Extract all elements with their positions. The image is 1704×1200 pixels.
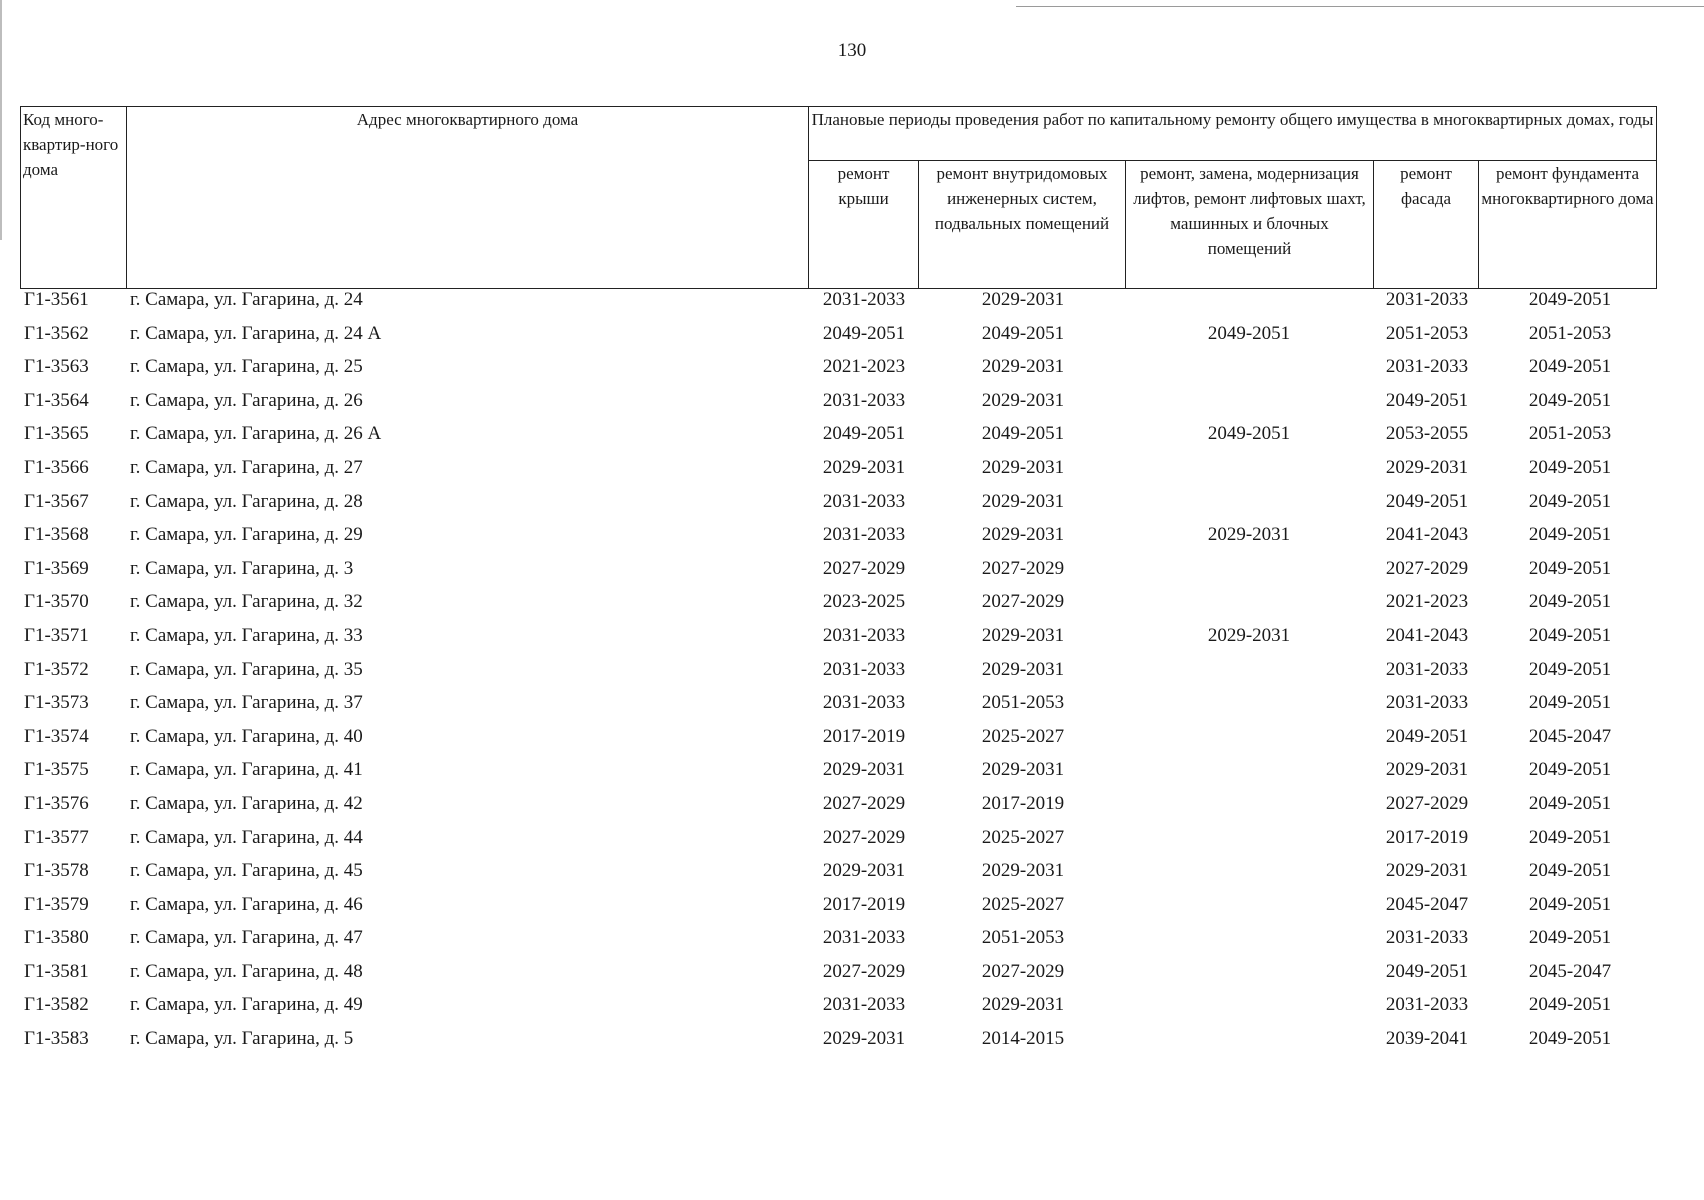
cell-roof: 2017-2019 [822, 725, 906, 747]
table-row [0, 288, 1704, 322]
cell-address: г. Самара, ул. Гагарина, д. 32 [130, 591, 363, 613]
table-row [0, 355, 1704, 389]
table-row [0, 658, 1704, 692]
cell-facade: 2031-2033 [1385, 692, 1469, 714]
cell-code: Г1-3578 [24, 860, 89, 882]
cell-code: Г1-3580 [24, 927, 89, 949]
table-header [20, 106, 1657, 289]
cell-code: Г1-3567 [24, 490, 89, 512]
cell-foundation: 2049-2051 [1528, 456, 1612, 478]
cell-address: г. Самара, ул. Гагарина, д. 48 [130, 960, 363, 982]
cell-foundation: 2049-2051 [1528, 692, 1612, 714]
cell-code: Г1-3577 [24, 826, 89, 848]
cell-roof: 2031-2033 [822, 524, 906, 546]
cell-lifts: 2049-2051 [1207, 322, 1291, 344]
scan-artifact-edge [0, 0, 2, 240]
cell-code: Г1-3572 [24, 658, 89, 680]
cell-foundation: 2051-2053 [1528, 322, 1612, 344]
cell-roof: 2029-2031 [822, 1028, 906, 1050]
cell-roof: 2029-2031 [822, 860, 906, 882]
cell-foundation: 2049-2051 [1528, 490, 1612, 512]
cell-code: Г1-3571 [24, 624, 89, 646]
header-address: Адрес многоквартирного дома [127, 107, 809, 289]
cell-address: г. Самара, ул. Гагарина, д. 47 [130, 927, 363, 949]
table-row [0, 792, 1704, 826]
cell-address: г. Самара, ул. Гагарина, д. 26 [130, 389, 363, 411]
cell-address: г. Самара, ул. Гагарина, д. 44 [130, 826, 363, 848]
cell-facade: 2029-2031 [1385, 860, 1469, 882]
cell-facade: 2045-2047 [1385, 893, 1469, 915]
cell-code: Г1-3575 [24, 759, 89, 781]
cell-foundation: 2049-2051 [1528, 759, 1612, 781]
table-row [0, 758, 1704, 792]
table-row [0, 691, 1704, 725]
cell-roof: 2027-2029 [822, 792, 906, 814]
table-row [0, 523, 1704, 557]
cell-code: Г1-3563 [24, 356, 89, 378]
cell-code: Г1-3574 [24, 725, 89, 747]
cell-foundation: 2049-2051 [1528, 893, 1612, 915]
cell-code: Г1-3582 [24, 994, 89, 1016]
cell-roof: 2017-2019 [822, 893, 906, 915]
cell-roof: 2049-2051 [822, 423, 906, 445]
table-row [0, 590, 1704, 624]
cell-address: г. Самара, ул. Гагарина, д. 28 [130, 490, 363, 512]
cell-roof: 2031-2033 [822, 692, 906, 714]
table-row [0, 893, 1704, 927]
cell-address: г. Самара, ул. Гагарина, д. 29 [130, 524, 363, 546]
header-lifts: ремонт, замена, модернизация лифтов, ремонт лифтовых шахт, машинных и блочных помещений [1126, 161, 1374, 289]
cell-engineering: 2029-2031 [981, 524, 1065, 546]
cell-facade: 2049-2051 [1385, 725, 1469, 747]
table-row [0, 389, 1704, 423]
cell-code: Г1-3566 [24, 456, 89, 478]
cell-code: Г1-3562 [24, 322, 89, 344]
cell-foundation: 2051-2053 [1528, 423, 1612, 445]
cell-facade: 2031-2033 [1385, 289, 1469, 310]
table-row [0, 490, 1704, 524]
cell-foundation: 2049-2051 [1528, 826, 1612, 848]
table-row [0, 826, 1704, 860]
cell-address: г. Самара, ул. Гагарина, д. 26 А [130, 423, 382, 445]
cell-address: г. Самара, ул. Гагарина, д. 27 [130, 456, 363, 478]
cell-roof: 2021-2023 [822, 356, 906, 378]
cell-engineering: 2027-2029 [981, 960, 1065, 982]
table-row [0, 1027, 1704, 1061]
cell-address: г. Самара, ул. Гагарина, д. 37 [130, 692, 363, 714]
header-foundation: ремонт фундамента многоквартирного дома [1479, 161, 1657, 289]
cell-roof: 2049-2051 [822, 322, 906, 344]
cell-code: Г1-3570 [24, 591, 89, 613]
cell-code: Г1-3581 [24, 960, 89, 982]
cell-roof: 2029-2031 [822, 759, 906, 781]
cell-foundation: 2049-2051 [1528, 524, 1612, 546]
cell-address: г. Самара, ул. Гагарина, д. 45 [130, 860, 363, 882]
table-row [0, 993, 1704, 1027]
cell-roof: 2029-2031 [822, 456, 906, 478]
cell-code: Г1-3564 [24, 389, 89, 411]
cell-facade: 2031-2033 [1385, 994, 1469, 1016]
cell-engineering: 2029-2031 [981, 356, 1065, 378]
cell-engineering: 2017-2019 [981, 792, 1065, 814]
cell-foundation: 2049-2051 [1528, 591, 1612, 613]
cell-roof: 2027-2029 [822, 826, 906, 848]
cell-roof: 2031-2033 [822, 389, 906, 411]
cell-engineering: 2029-2031 [981, 759, 1065, 781]
table-row [0, 859, 1704, 893]
table-row [0, 456, 1704, 490]
header-periods: Плановые периоды проведения работ по капитальному ремонту общего имущества в многоквартирных домах, годы [809, 107, 1657, 161]
cell-engineering: 2025-2027 [981, 725, 1065, 747]
cell-facade: 2041-2043 [1385, 624, 1469, 646]
cell-engineering: 2025-2027 [981, 893, 1065, 915]
cell-engineering: 2029-2031 [981, 289, 1065, 310]
cell-code: Г1-3573 [24, 692, 89, 714]
table-row [0, 322, 1704, 356]
cell-foundation: 2049-2051 [1528, 927, 1612, 949]
cell-address: г. Самара, ул. Гагарина, д. 46 [130, 893, 363, 915]
cell-address: г. Самара, ул. Гагарина, д. 35 [130, 658, 363, 680]
cell-lifts: 2029-2031 [1207, 624, 1291, 646]
cell-address: г. Самара, ул. Гагарина, д. 24 [130, 289, 363, 310]
cell-engineering: 2029-2031 [981, 860, 1065, 882]
page-number: 130 [837, 40, 867, 61]
cell-code: Г1-3568 [24, 524, 89, 546]
cell-address: г. Самара, ул. Гагарина, д. 40 [130, 725, 363, 747]
scan-artifact-line [1016, 6, 1704, 7]
cell-engineering: 2029-2031 [981, 456, 1065, 478]
table-row [0, 926, 1704, 960]
cell-address: г. Самара, ул. Гагарина, д. 49 [130, 994, 363, 1016]
cell-engineering: 2027-2029 [981, 557, 1065, 579]
cell-code: Г1-3565 [24, 423, 89, 445]
cell-facade: 2029-2031 [1385, 456, 1469, 478]
cell-engineering: 2027-2029 [981, 591, 1065, 613]
cell-roof: 2027-2029 [822, 557, 906, 579]
cell-code: Г1-3576 [24, 792, 89, 814]
cell-facade: 2053-2055 [1385, 423, 1469, 445]
cell-address: г. Самара, ул. Гагарина, д. 3 [130, 557, 354, 579]
cell-facade: 2049-2051 [1385, 389, 1469, 411]
table-row [0, 960, 1704, 994]
cell-lifts: 2029-2031 [1207, 524, 1291, 546]
cell-lifts: 2049-2051 [1207, 423, 1291, 445]
cell-engineering: 2029-2031 [981, 658, 1065, 680]
cell-facade: 2027-2029 [1385, 557, 1469, 579]
cell-roof: 2031-2033 [822, 658, 906, 680]
table-row [0, 422, 1704, 456]
table-row [0, 557, 1704, 591]
cell-foundation: 2049-2051 [1528, 1028, 1612, 1050]
header-engineering: ремонт внутридомовых инженерных систем, подвальных помещений [919, 161, 1126, 289]
cell-foundation: 2045-2047 [1528, 960, 1612, 982]
cell-address: г. Самара, ул. Гагарина, д. 25 [130, 356, 363, 378]
cell-foundation: 2049-2051 [1528, 289, 1612, 310]
header-code: Код много-квартир-ного дома [21, 107, 127, 289]
cell-code: Г1-3583 [24, 1028, 89, 1050]
cell-foundation: 2049-2051 [1528, 792, 1612, 814]
cell-code: Г1-3579 [24, 893, 89, 915]
cell-engineering: 2029-2031 [981, 994, 1065, 1016]
cell-engineering: 2025-2027 [981, 826, 1065, 848]
cell-facade: 2039-2041 [1385, 1028, 1469, 1050]
cell-engineering: 2051-2053 [981, 692, 1065, 714]
cell-code: Г1-3561 [24, 289, 89, 310]
cell-address: г. Самара, ул. Гагарина, д. 42 [130, 792, 363, 814]
cell-facade: 2031-2033 [1385, 658, 1469, 680]
cell-foundation: 2049-2051 [1528, 356, 1612, 378]
cell-roof: 2031-2033 [822, 927, 906, 949]
cell-code: Г1-3569 [24, 557, 89, 579]
cell-foundation: 2049-2051 [1528, 389, 1612, 411]
cell-roof: 2031-2033 [822, 289, 906, 310]
cell-facade: 2041-2043 [1385, 524, 1469, 546]
cell-foundation: 2049-2051 [1528, 658, 1612, 680]
cell-foundation: 2049-2051 [1528, 860, 1612, 882]
cell-foundation: 2049-2051 [1528, 557, 1612, 579]
cell-engineering: 2014-2015 [981, 1028, 1065, 1050]
cell-foundation: 2049-2051 [1528, 624, 1612, 646]
cell-facade: 2021-2023 [1385, 591, 1469, 613]
cell-facade: 2017-2019 [1385, 826, 1469, 848]
cell-address: г. Самара, ул. Гагарина, д. 5 [130, 1028, 354, 1050]
header-roof: ремонт крыши [809, 161, 919, 289]
table-row [0, 624, 1704, 658]
cell-foundation: 2049-2051 [1528, 994, 1612, 1016]
cell-engineering: 2049-2051 [981, 322, 1065, 344]
cell-engineering: 2049-2051 [981, 423, 1065, 445]
table-row [0, 725, 1704, 759]
cell-engineering: 2029-2031 [981, 389, 1065, 411]
cell-engineering: 2029-2031 [981, 624, 1065, 646]
cell-facade: 2031-2033 [1385, 927, 1469, 949]
cell-facade: 2031-2033 [1385, 356, 1469, 378]
cell-facade: 2049-2051 [1385, 960, 1469, 982]
cell-facade: 2051-2053 [1385, 322, 1469, 344]
cell-roof: 2031-2033 [822, 994, 906, 1016]
cell-roof: 2031-2033 [822, 624, 906, 646]
cell-roof: 2027-2029 [822, 960, 906, 982]
cell-facade: 2029-2031 [1385, 759, 1469, 781]
cell-roof: 2023-2025 [822, 591, 906, 613]
cell-address: г. Самара, ул. Гагарина, д. 24 А [130, 322, 382, 344]
cell-facade: 2027-2029 [1385, 792, 1469, 814]
header-facade: ремонт фасада [1374, 161, 1479, 289]
cell-address: г. Самара, ул. Гагарина, д. 33 [130, 624, 363, 646]
cell-roof: 2031-2033 [822, 490, 906, 512]
table-body [0, 288, 1704, 1061]
cell-engineering: 2051-2053 [981, 927, 1065, 949]
cell-engineering: 2029-2031 [981, 490, 1065, 512]
cell-facade: 2049-2051 [1385, 490, 1469, 512]
cell-foundation: 2045-2047 [1528, 725, 1612, 747]
cell-address: г. Самара, ул. Гагарина, д. 41 [130, 759, 363, 781]
